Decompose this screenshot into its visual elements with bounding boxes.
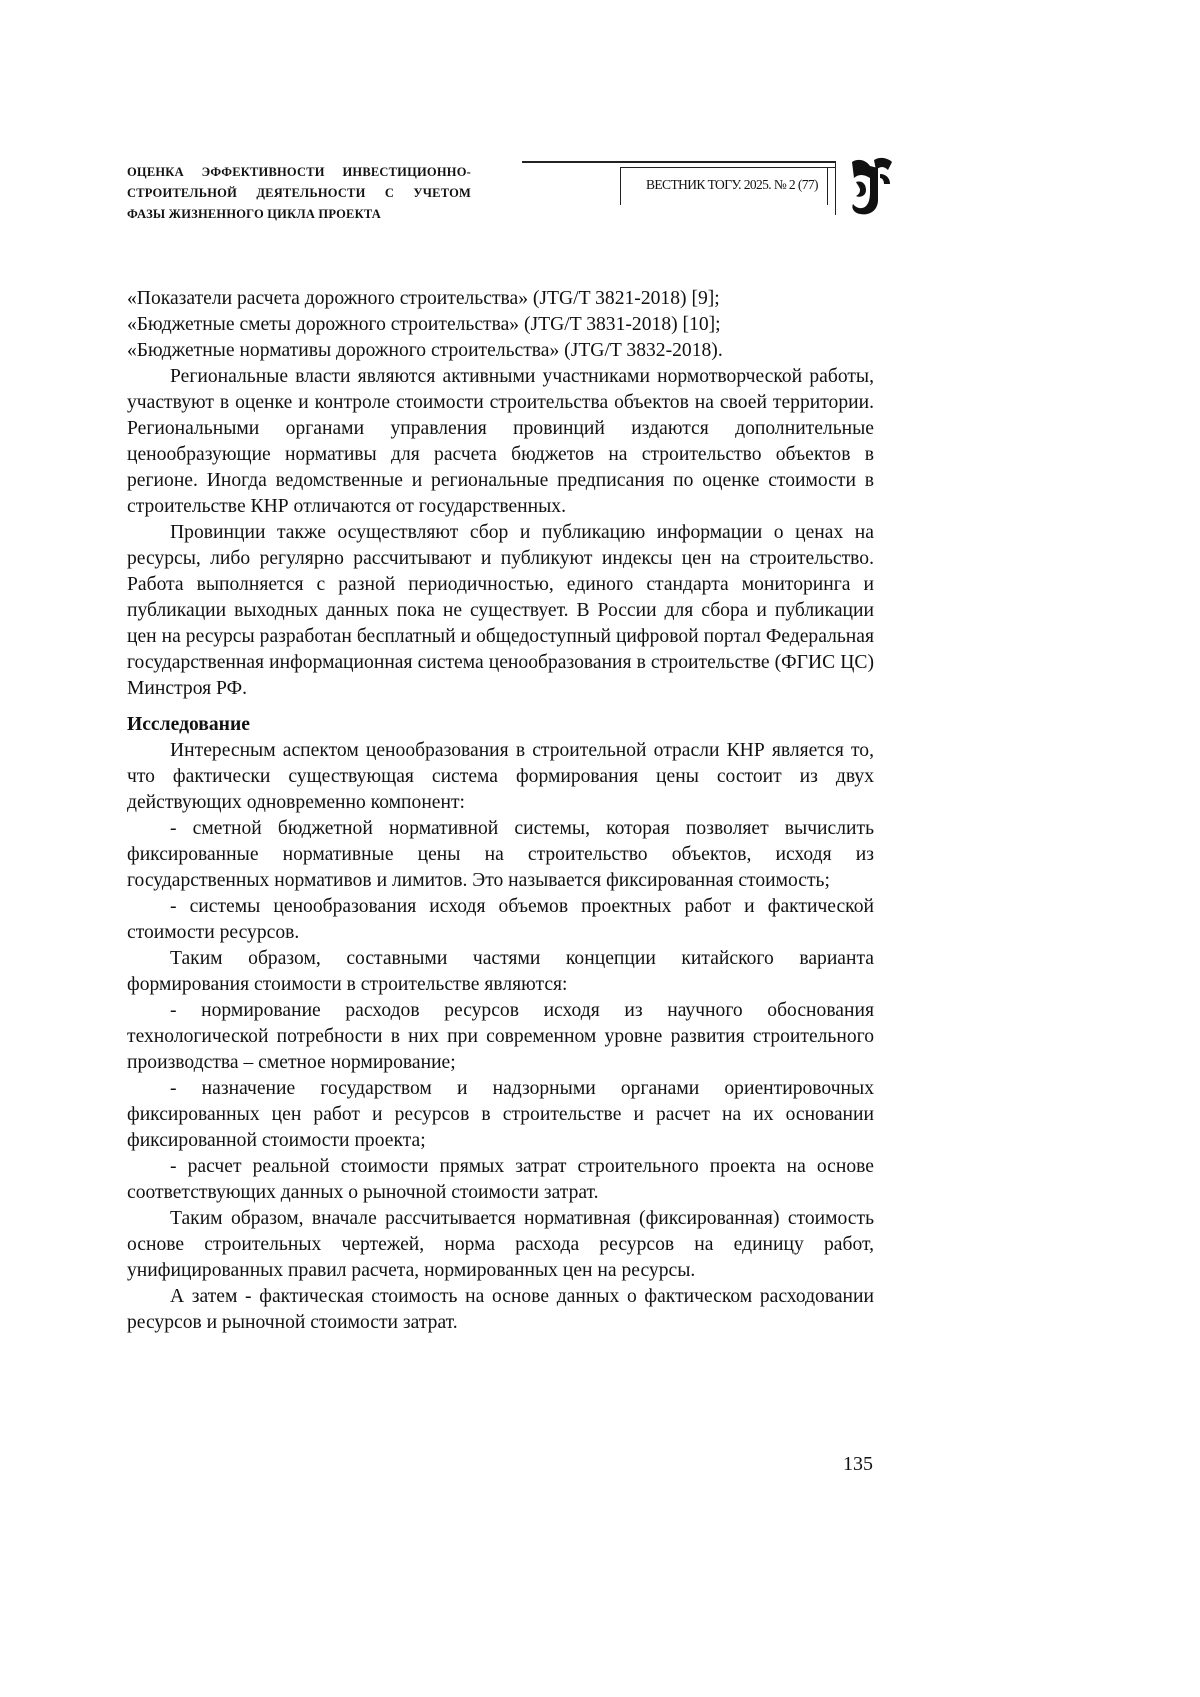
- list-item: - нормирование расходов ресурсов исходя из научного обоснования технологической потребности в них при современном уровне развития строительного производства – сметное нормирование;: [127, 1000, 874, 1073]
- journal-logo-icon: [848, 156, 894, 218]
- paragraph: Интересным аспектом ценообразования в строительной отрасли КНР является то, что фактически существующая система формирования цены состоит из двух действующих одновременно компонент:: [127, 740, 874, 813]
- header-rule-right-tick-1: [827, 167, 828, 205]
- paragraph: Провинции также осуществляют сбор и публикацию информации о ценах на ресурсы, либо регулярно рассчитывают и публикуют индексы цен на строительство. Работа выполняется с разной периодичностью, единого стандарта мониторинга и публикации выходных данных пока не существует. В России для сбора и публикации цен на ресурсы разработан бесплатный и общедоступный цифровой портал Федеральная государственная информационная система ценообразования в строительстве (ФГИС ЦС) Минстроя РФ.: [127, 522, 874, 699]
- list-item: - назначение государством и надзорными органами ориентировочных фиксированных цен работ и ресурсов в строительстве и расчет на их основании фиксированной стоимости проекта;: [127, 1078, 874, 1151]
- paragraph: А затем - фактическая стоимость на основе данных о фактическом расходовании ресурсов и рыночной стоимости затрат.: [127, 1286, 874, 1333]
- header-rule-left-tick: [620, 167, 621, 205]
- header-rule-right-tick-2: [835, 161, 836, 215]
- header-title-line-2: СТРОИТЕЛЬНОЙ ДЕЯТЕЛЬНОСТИ С УЧЕТОМ: [127, 186, 471, 200]
- header-rule: [522, 161, 835, 163]
- article-body: [127, 286, 874, 1336]
- list-item: - системы ценообразования исходя объемов проектных работ и фактической стоимости ресурсов.: [127, 896, 874, 943]
- standard-item-1: «Показатели расчета дорожного строительства» (JTG/T 3821-2018) [9];: [127, 288, 720, 309]
- list-item: - расчет реальной стоимости прямых затрат строительного проекта на основе соответствующих данных о рыночной стоимости затрат.: [127, 1156, 874, 1203]
- running-header-title: [127, 162, 487, 225]
- header-rule-inner: [620, 167, 835, 168]
- paragraph: Таким образом, составными частями концепции китайского варианта формирования стоимости в строительстве являются:: [127, 948, 874, 995]
- list-item: - сметной бюджетной нормативной системы, которая позволяет вычислить фиксированные нормативные цены на строительство объектов, исходя из государственных нормативов и лимитов. Это называется фиксированная стоимость;: [127, 818, 874, 891]
- header-title-line-3: ФАЗЫ ЖИЗНЕННОГО ЦИКЛА ПРОЕКТА: [127, 207, 381, 221]
- standard-item-2: «Бюджетные сметы дорожного строительства» (JTG/T 3831-2018) [10];: [127, 314, 721, 335]
- standard-item-3: «Бюджетные нормативы дорожного строительства» (JTG/T 3832-2018).: [127, 340, 723, 361]
- section-heading: Исследование: [127, 714, 250, 735]
- header-title-line-1: ОЦЕНКА ЭФФЕКТИВНОСТИ ИНВЕСТИЦИОННО-: [127, 165, 471, 179]
- paragraph: Таким образом, вначале рассчитывается нормативная (фиксированная) стоимость основе строительных чертежей, норма расхода ресурсов на единицу работ, унифицированных правил расчета, нормированных цен на ресурсы.: [127, 1208, 874, 1281]
- page-number: 135: [843, 1453, 873, 1475]
- paragraph: Региональные власти являются активными участниками нормотворческой работы, участвуют в оценке и контроле стоимости строительства объектов на своей территории. Региональными органами управления провинций издаются дополнительные ценообразующие нормативы для расчета бюджетов на строительство объектов в регионе. Иногда ведомственные и региональные предписания по оценке стоимости в строительстве КНР отличаются от государственных.: [127, 366, 874, 517]
- journal-citation: ВЕСТНИК ТОГУ. 2025. № 2 (77): [646, 177, 818, 192]
